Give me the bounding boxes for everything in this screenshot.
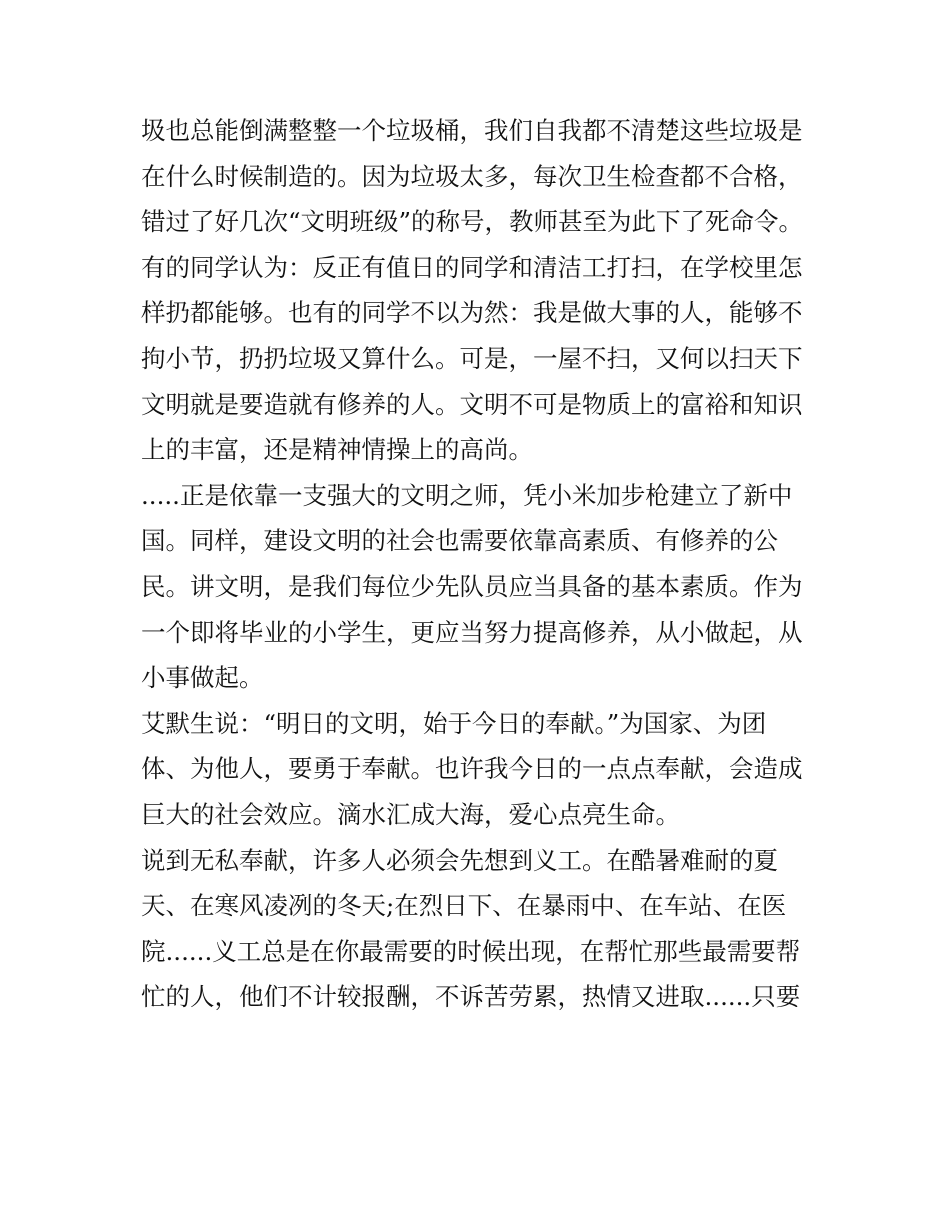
text-line: .....正是依靠一支强大的文明之师，凭小米加步枪建立了新中 xyxy=(141,480,793,510)
text-line: 民。讲文明，是我们每位少先队员应当具备的基本素质。作为 xyxy=(141,571,803,601)
text-line: 小事做起。 xyxy=(141,663,264,693)
text-line: 忙的人，他们不计较报酬，不诉苦劳累，热情又进取......只要 xyxy=(141,982,801,1012)
text-line: 说到无私奉献，许多人必须会先想到义工。在酷暑难耐的夏 xyxy=(141,845,778,875)
text-line: 天、在寒风凌冽的冬天;在烈日下、在暴雨中、在车站、在医 xyxy=(141,891,787,921)
text-line: 院......义工总是在你最需要的时候出现，在帮忙那些最需要帮 xyxy=(141,936,801,966)
text-line: 国。同样，建设文明的社会也需要依靠高素质、有修养的公 xyxy=(141,526,778,556)
text-line: 样扔都能够。也有的同学不以为然：我是做大事的人，能够不 xyxy=(141,298,803,328)
text-line: 有的同学认为：反正有值日的同学和清洁工打扫，在学校里怎 xyxy=(141,252,803,282)
text-line: 拘小节，扔扔垃圾又算什么。可是，一屋不扫，又何以扫天下 xyxy=(141,343,803,373)
text-line: 体、为他人，要勇于奉献。也许我今日的一点点奉献，会造成 xyxy=(141,754,803,784)
document-body xyxy=(141,108,816,1020)
text-line: 圾也总能倒满整整一个垃圾桶，我们自我都不清楚这些垃圾是 xyxy=(141,116,803,145)
text-line: 在什么时候制造的。因为垃圾太多，每次卫生检查都不合格， xyxy=(141,161,803,191)
text-line: 一个即将毕业的小学生，更应当努力提高修养，从小做起，从 xyxy=(141,617,803,647)
text-line: 错过了好几次“文明班级”的称号，教师甚至为此下了死命令。 xyxy=(141,207,804,237)
text-line: 巨大的社会效应。滴水汇成大海，爱心点亮生命。 xyxy=(141,799,680,829)
text-line: 艾默生说：“明日的文明，始于今日的奉献。”为国家、为团 xyxy=(141,708,767,738)
text-line: 上的丰富，还是精神情操上的高尚。 xyxy=(141,435,533,465)
text-line: 文明就是要造就有修养的人。文明不可是物质上的富裕和知识 xyxy=(141,389,803,419)
